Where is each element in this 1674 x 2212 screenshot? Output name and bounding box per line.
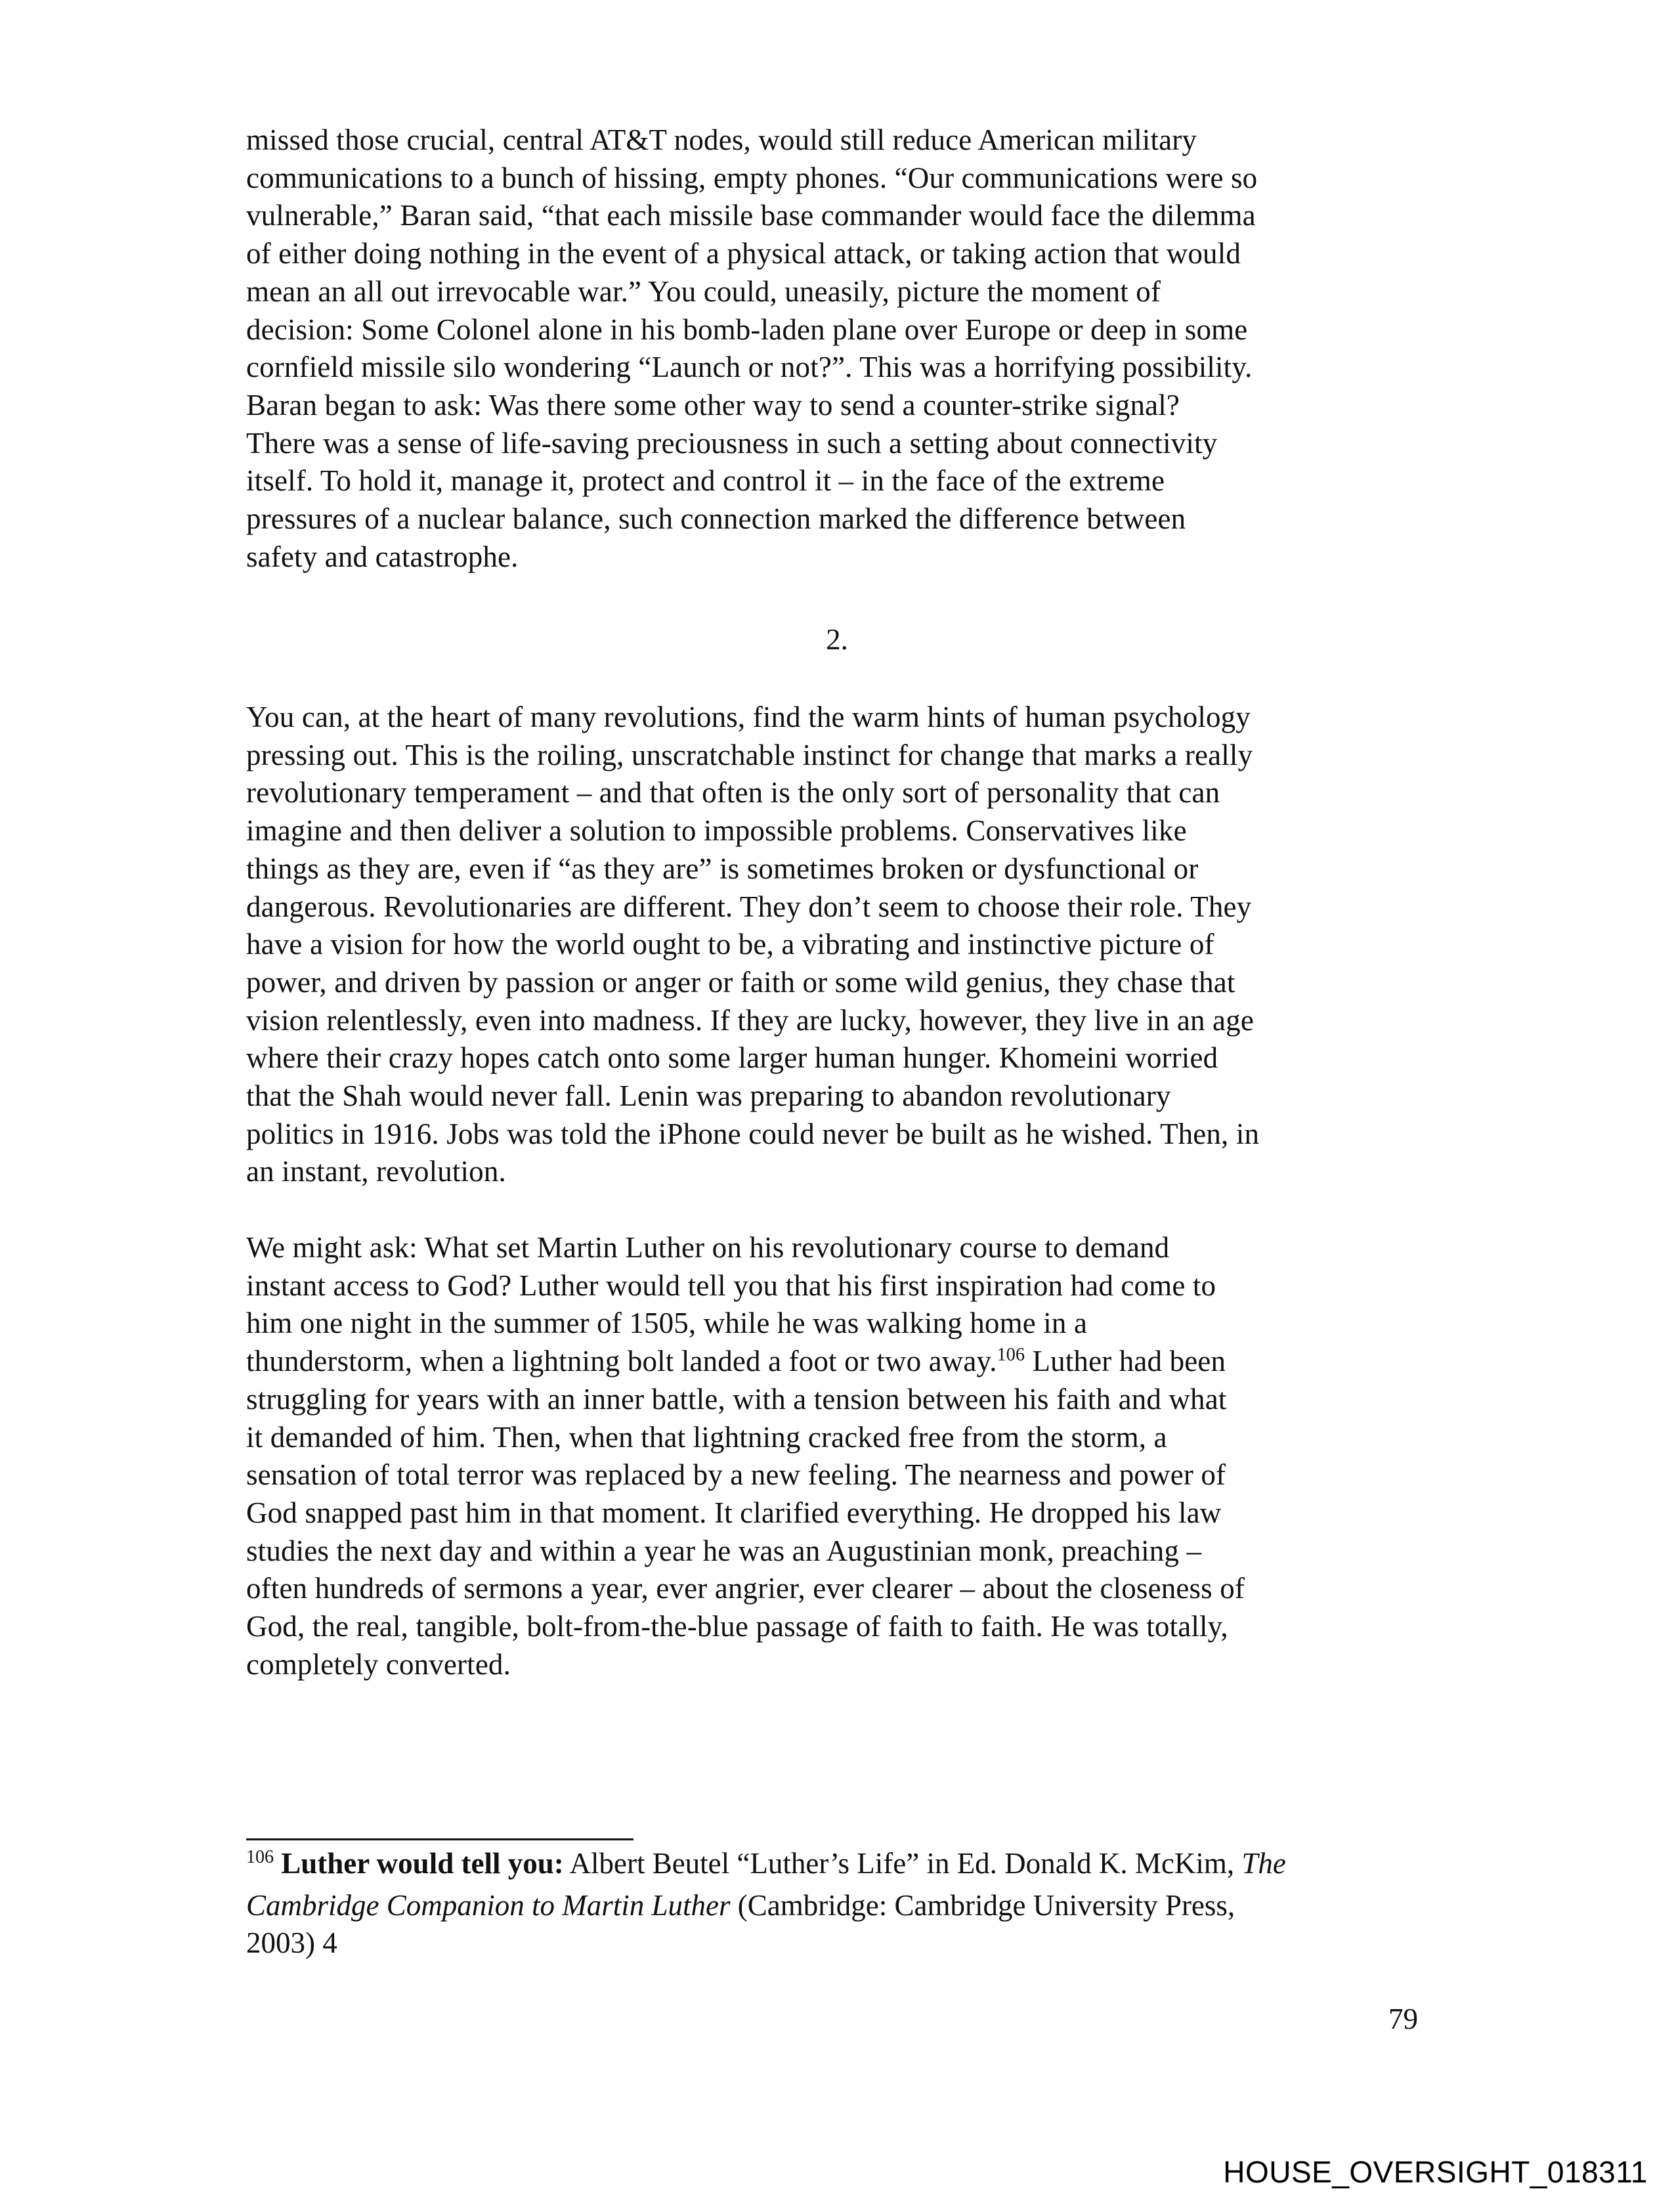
text-line: safety and catastrophe. <box>246 540 519 573</box>
text-line: imagine and then deliver a solution to impossible problems. Conservatives like <box>246 814 1187 848</box>
paragraph-martin-luther <box>246 1229 1425 1683</box>
text-line: vision relentlessly, even into madness. If they are lucky, however, they live in an age <box>246 1003 1254 1037</box>
text-line: of either doing nothing in the event of a physical attack, or taking action that would <box>246 237 1241 271</box>
footnote-line: 2003) 4 <box>246 1926 337 1960</box>
footnote-text: Albert Beutel “Luther’s Life” in Ed. Donald K. McKim, <box>563 1847 1242 1880</box>
text-line: that the Shah would never fall. Lenin was preparing to abandon revolutionary <box>246 1079 1171 1113</box>
footnote-title-italic: The <box>1241 1847 1286 1880</box>
footnote-text: (Cambridge: Cambridge University Press, <box>730 1888 1235 1922</box>
text-segment: thunderstorm, when a lightning bolt landed a foot or two away. <box>246 1345 997 1378</box>
paragraph-revolutionary-temperament <box>246 699 1425 1191</box>
text-line: dangerous. Revolutionaries are different. They don’t seem to choose their role. They <box>246 890 1252 923</box>
text-line: pressures of a nuclear balance, such connection marked the difference between <box>246 502 1186 536</box>
text-line: God snapped past him in that moment. It clarified everything. He dropped his law <box>246 1496 1222 1529</box>
text-line: struggling for years with an inner battle, with a tension between his faith and what <box>246 1382 1227 1416</box>
text-line: an instant, revolution. <box>246 1155 506 1188</box>
text-line: often hundreds of sermons a year, ever angrier, ever clearer – about the closeness of <box>246 1572 1245 1605</box>
footnote-line <box>246 1887 1425 1925</box>
text-line: decision: Some Colonel alone in his bomb-laden plane over Europe or deep in some <box>246 313 1248 346</box>
section-number: 2. <box>826 623 848 656</box>
bates-stamp: HOUSE_OVERSIGHT_018311 <box>1223 2155 1648 2189</box>
footnote-line <box>246 1845 1425 1887</box>
text-line: completely converted. <box>246 1647 511 1681</box>
text-line: it demanded of him. Then, when that lightning cracked free from the storm, a <box>246 1420 1167 1454</box>
text-line: have a vision for how the world ought to be, a vibrating and instinctive picture of <box>246 928 1214 961</box>
text-line: instant access to God? Luther would tell you that his first inspiration had come to <box>246 1269 1216 1302</box>
text-line: sensation of total terror was replaced by a new feeling. The nearness and power of <box>246 1458 1226 1492</box>
text-line: politics in 1916. Jobs was told the iPhone could never be built as he wished. Then, in <box>246 1117 1260 1150</box>
text-line: God, the real, tangible, bolt-from-the-blue passage of faith to faith. He was totally, <box>246 1610 1228 1643</box>
section-heading <box>0 621 1674 659</box>
text-line: itself. To hold it, manage it, protect and control it – in the face of the extreme <box>246 464 1165 498</box>
text-line: We might ask: What set Martin Luther on his revolutionary course to demand <box>246 1231 1170 1264</box>
text-line: There was a sense of life-saving preciousness in such a setting about connectivity <box>246 426 1218 460</box>
text-line: him one night in the summer of 1505, while he was walking home in a <box>246 1307 1088 1340</box>
text-line <box>246 1343 1425 1381</box>
text-segment: Luther had been <box>1025 1345 1226 1378</box>
footnote-title-italic: Cambridge Companion to Martin Luther <box>246 1888 731 1922</box>
text-line: missed those crucial, central AT&T nodes, would still reduce American military <box>246 123 1197 156</box>
text-line: where their crazy hopes catch onto some larger human hunger. Khomeini worried <box>246 1041 1218 1075</box>
page-number: 79 <box>1388 2003 1418 2035</box>
text-line: communications to a bunch of hissing, empty phones. “Our communications were so <box>246 161 1258 194</box>
text-line: studies the next day and within a year he was an Augustinian monk, preaching – <box>246 1534 1202 1567</box>
text-line: power, and driven by passion or anger or faith or some wild genius, they chase that <box>246 965 1235 999</box>
text-line: cornfield missile silo wondering “Launch or not?”. This was a horrifying possibility. <box>246 351 1253 384</box>
text-line: pressing out. This is the roiling, unscratchable instinct for change that marks a really <box>246 738 1253 771</box>
text-line: revolutionary temperament – and that often is the only sort of personality that can <box>246 776 1220 810</box>
text-line: mean an all out irrevocable war.” You could, uneasily, picture the moment of <box>246 274 1161 308</box>
text-line: You can, at the heart of many revolutions, find the warm hints of human psychology <box>246 701 1251 733</box>
text-line: Baran began to ask: Was there some other way to send a counter-strike signal? <box>246 388 1180 422</box>
footnote-reference-106[interactable]: 106 <box>997 1345 1025 1366</box>
footnote-number: 106 <box>246 1847 274 1867</box>
footnote-106 <box>246 1838 1425 1963</box>
paragraph-baran-vulnerability <box>246 121 1425 576</box>
text-line: vulnerable,” Baran said, “that each missile base commander would face the dilemma <box>246 199 1256 232</box>
footnote-lead: Luther would tell you: <box>281 1847 564 1880</box>
text-line: things as they are, even if “as they are” is sometimes broken or dysfunctional or <box>246 852 1199 885</box>
